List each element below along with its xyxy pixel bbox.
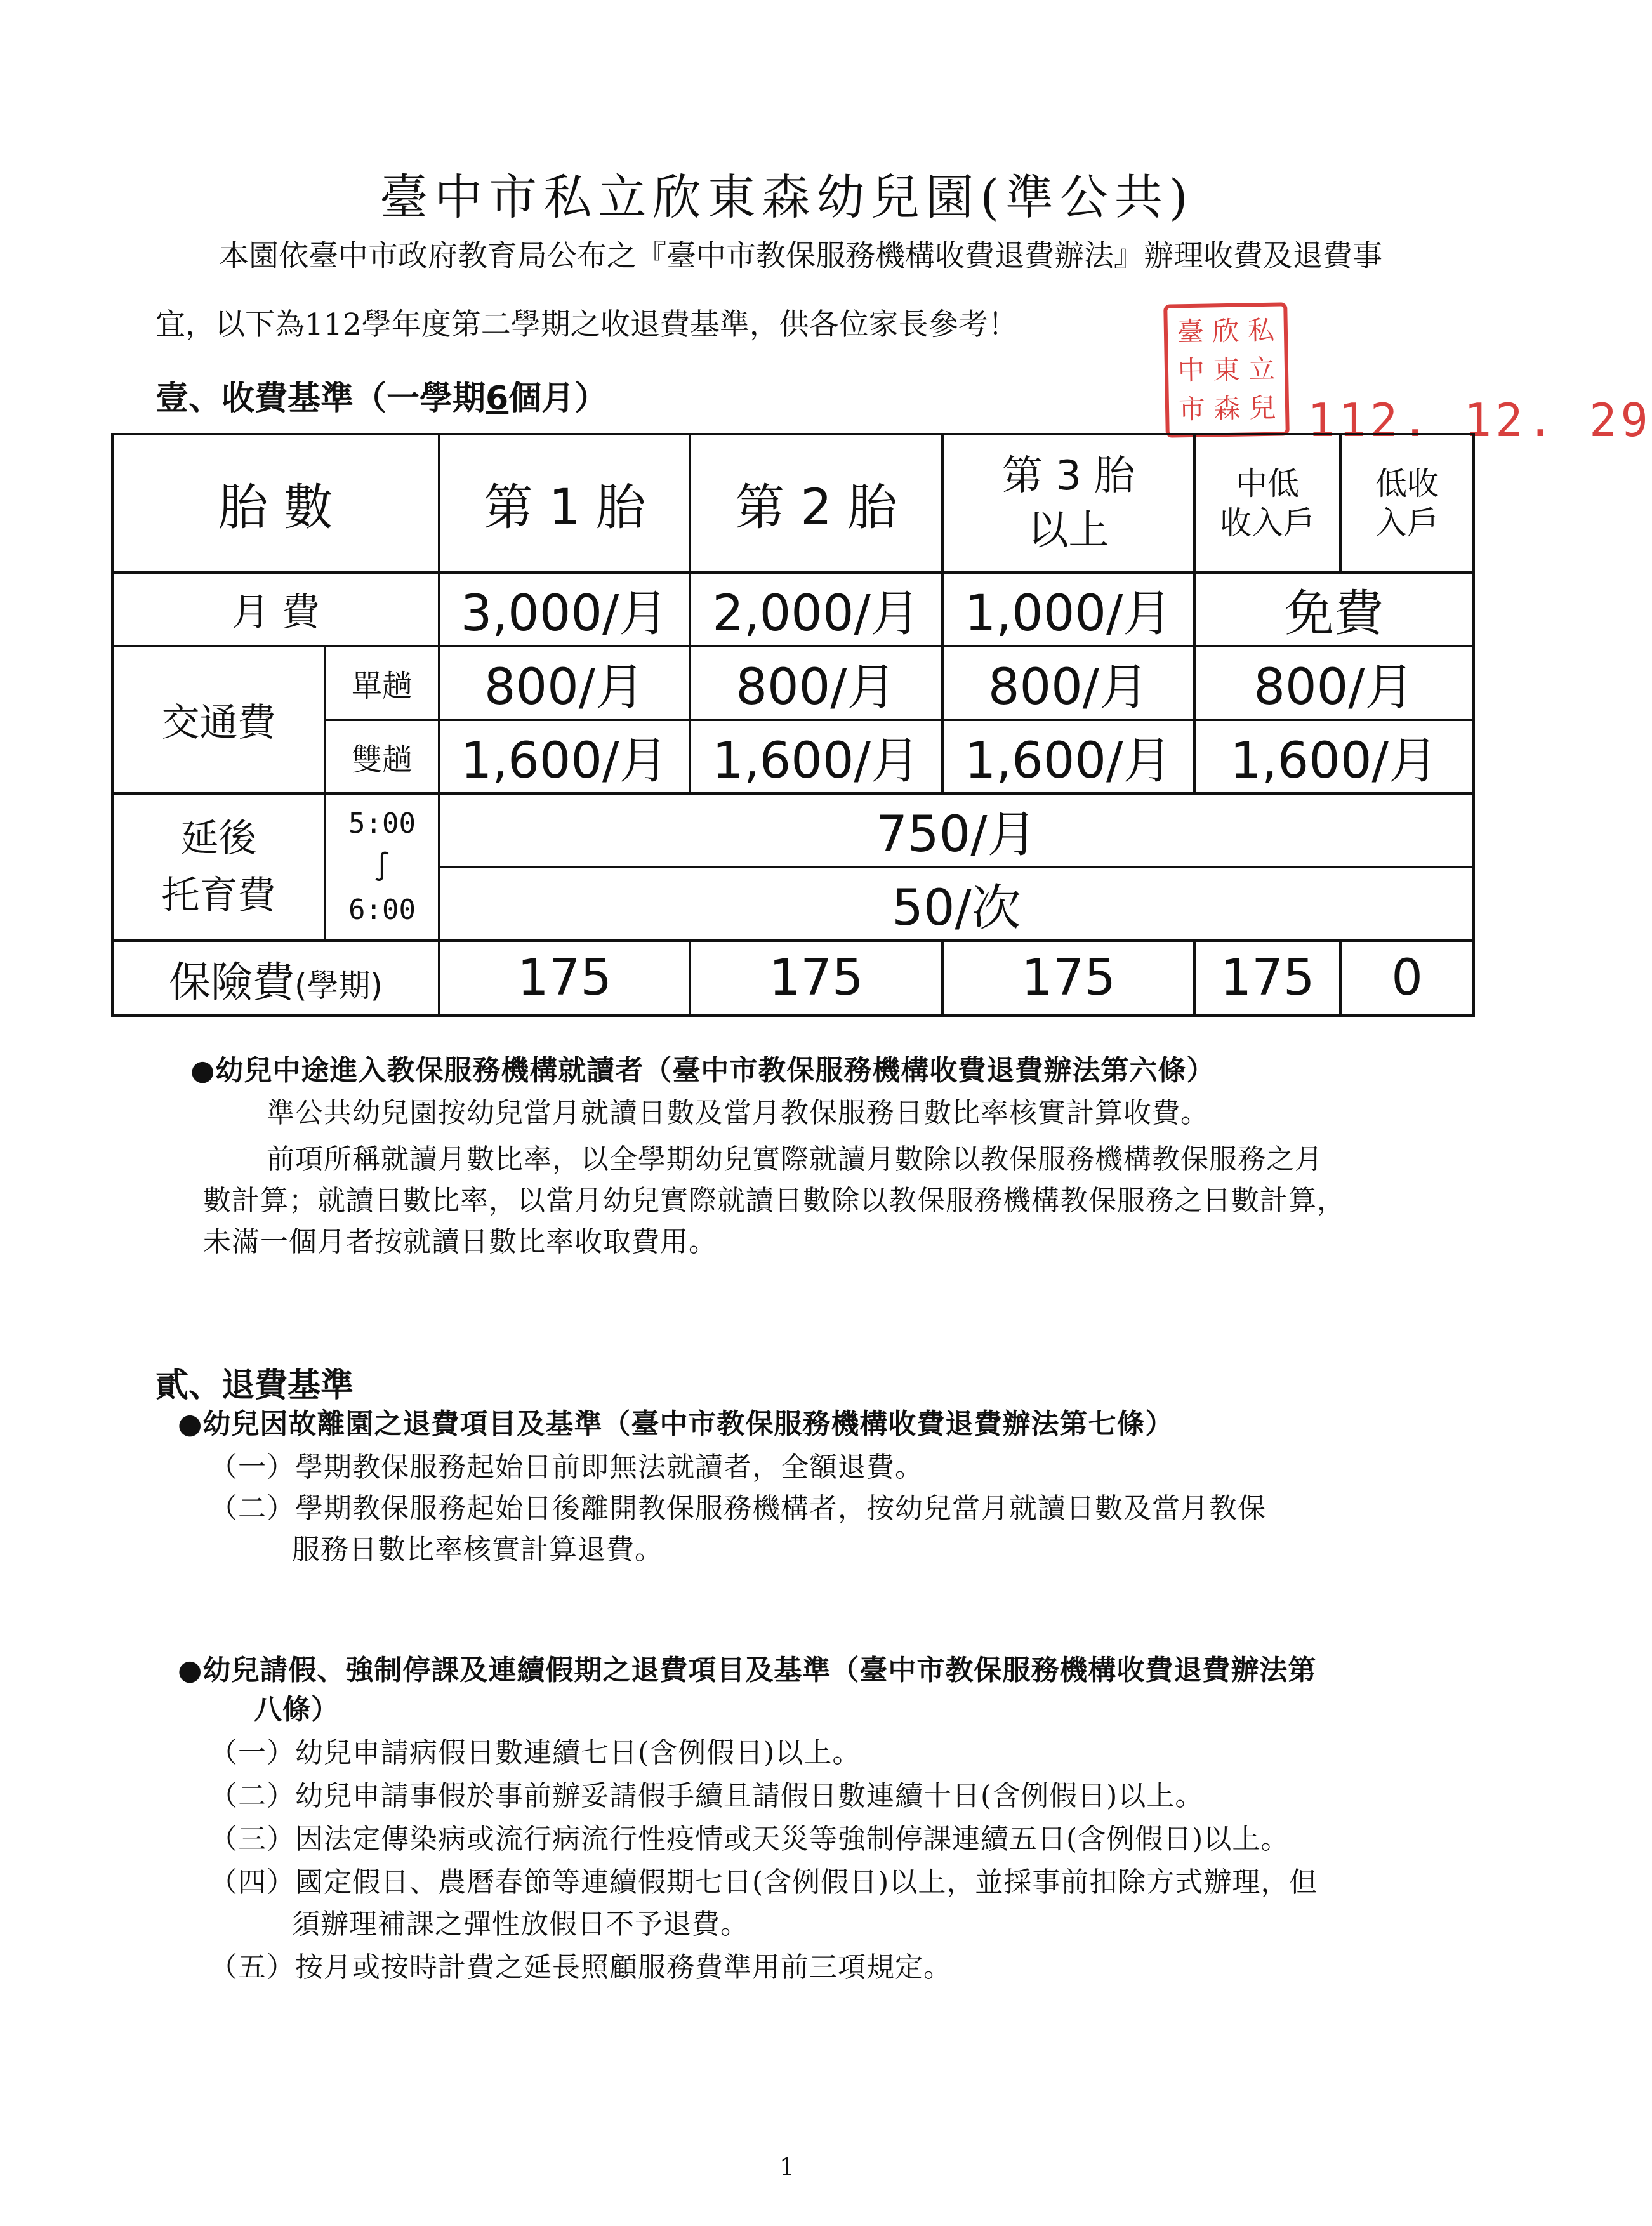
header-low-line2: 入戶 [1375,505,1439,541]
midway-paragraph-2-line3: 未滿一個月者按就讀日數比率收取費用。 [203,1226,717,1258]
fee-table [111,433,1475,1017]
header-second-child: 第 2 胎 [690,434,942,573]
delayed-care-per-visit: 50/次 [439,867,1474,941]
header-mid-low-line2: 收入戶 [1220,505,1316,541]
header-low-line1: 低收 [1375,465,1439,502]
section-2-heading: 貳、退費基準 [155,1367,354,1405]
transport-single-label: 單趟 [325,646,439,720]
header-child-order: 胎 數 [112,434,439,573]
stamp-char: 市 [1178,393,1206,425]
monthly-fee-third: 1,000/月 [942,573,1194,646]
header-mid-low-income [1194,434,1340,573]
transport-double-first: 1,600/月 [439,720,690,793]
transport-fee-label: 交通費 [112,646,325,793]
absence-refund-heading-line1: ●幼兒請假、強制停課及連續假期之退費項目及基準（臺中市教保服務機構收費退費辦法第 [178,1654,1317,1686]
transport-single-first: 800/月 [439,646,690,720]
absence-item-1: （一）幼兒申請病假日數連續七日(含例假日)以上。 [209,1737,861,1769]
insurance-label-sub: (學期) [294,967,383,1004]
header-low-income [1340,434,1474,573]
transport-double-low-income: 1,600/月 [1194,720,1474,793]
insurance-second: 175 [690,941,942,1016]
absence-item-5: （五）按月或按時計費之延長照顧服務費準用前三項規定。 [209,1951,952,1984]
insurance-third: 175 [942,941,1194,1016]
insurance-mid-low-income: 175 [1194,941,1340,1016]
leave-item-2-line2: 服務日數比率核實計算退費。 [292,1534,663,1566]
monthly-fee-label: 月 費 [112,573,439,646]
section-1-suffix: 個月） [508,380,608,418]
absence-item-3: （三）因法定傳染病或流行病流行性疫情或天災等強制停課連續五日(含例假日)以上。 [209,1823,1290,1855]
intro-line-1: 本園依臺中市政府教育局公布之『臺中市教保服務機構收費退費辦法』辦理收費及退費事 [219,239,1382,274]
midway-paragraph-2-line1: 前項所稱就讀月數比率，以全學期幼兒實際就讀月數除以教保服務機構教保服務之月 [267,1143,1323,1176]
delayed-care-label-line1: 延後 [180,816,257,861]
header-mid-low-line1: 中低 [1236,465,1300,502]
absence-refund-heading-line2: 八條） [254,1693,340,1726]
delayed-care-time [325,793,439,941]
insurance-low-income: 0 [1340,941,1474,1016]
table-row-delayed-care-monthly [112,793,1474,867]
absence-item-4-line1: （四）國定假日、農曆春節等連續假期七日(含例假日)以上，並採事前扣除方式辦理，但 [209,1866,1318,1898]
stamp-char: 中 [1177,354,1205,387]
delayed-care-time-start: 5:00 [348,807,416,840]
leave-item-1: （一）學期教保服務起始日前即無法就讀者，全額退費。 [209,1451,923,1483]
section-1-heading [155,371,607,419]
official-seal-stamp [1163,302,1290,437]
midway-paragraph-2-line2: 數計算；就讀日數比率，以當月幼兒實際就讀日數除以教保服務機構教保服務之日數計算， [203,1184,1345,1217]
table-row-header [112,434,1474,573]
insurance-first: 175 [439,941,690,1016]
absence-item-2: （二）幼兒申請事假於事前辦妥請假手續且請假日數連續十日(含例假日)以上。 [209,1780,1204,1812]
transport-double-second: 1,600/月 [690,720,942,793]
delayed-care-monthly: 750/月 [439,793,1474,867]
table-row-transport-single [112,646,1474,720]
section-1-months: 6 [486,380,509,418]
leave-refund-heading: ●幼兒因故離園之退費項目及基準（臺中市教保服務機構收費退費辦法第七條） [178,1408,1174,1440]
absence-item-4-line2: 須辦理補課之彈性放假日不予退費。 [292,1908,749,1940]
leave-item-2-line1: （二）學期教保服務起始日後離開教保服務機構者，按幼兒當月就讀日數及當月教保 [209,1492,1266,1525]
delayed-care-label [112,793,325,941]
transport-single-low-income: 800/月 [1194,646,1474,720]
page-title: 臺中市私立欣東森幼兒園(準公共) [380,169,1194,225]
delayed-care-label-line2: 托育費 [161,873,276,918]
monthly-fee-first: 3,000/月 [439,573,690,646]
stamp-char: 欣 [1212,315,1239,347]
table-row-monthly [112,573,1474,646]
insurance-label-main: 保險費 [169,957,294,1007]
insurance-label [112,941,439,1016]
transport-single-second: 800/月 [690,646,942,720]
delayed-care-time-end: 6:00 [348,894,416,927]
section-1-prefix: 壹、收費基準（一學期 [155,380,486,418]
transport-single-third: 800/月 [942,646,1194,720]
header-third-line2: 以上 [1028,507,1109,554]
stamp-date: 112. 12. 29 [1307,394,1652,447]
monthly-fee-second: 2,000/月 [690,573,942,646]
table-row-insurance [112,941,1474,1016]
page-number: 1 [779,2153,795,2181]
stamp-char: 立 [1248,353,1276,385]
midway-paragraph-1: 準公共幼兒園按幼兒當月就讀日數及當月教保服務日數比率核實計算收費。 [267,1097,1209,1129]
stamp-char: 森 [1213,392,1241,425]
delayed-care-time-sep: ∫ [373,850,391,883]
header-third-child [942,434,1194,573]
midway-enrollment-heading: ●幼兒中途進入教保服務機構就讀者（臺中市教保服務機構收費退費辦法第六條） [190,1054,1215,1087]
monthly-fee-low-income: 免費 [1194,573,1474,646]
intro-line-2: 宜，以下為112學年度第二學期之收退費基準，供各位家長參考！ [155,307,1018,342]
stamp-char: 兒 [1248,392,1276,424]
stamp-char: 臺 [1177,315,1205,348]
stamp-char: 私 [1247,315,1275,347]
header-third-line1: 第 3 胎 [1001,452,1135,500]
transport-double-third: 1,600/月 [942,720,1194,793]
transport-double-label: 雙趟 [325,720,439,793]
stamp-char: 東 [1213,354,1240,386]
header-first-child: 第 1 胎 [439,434,690,573]
